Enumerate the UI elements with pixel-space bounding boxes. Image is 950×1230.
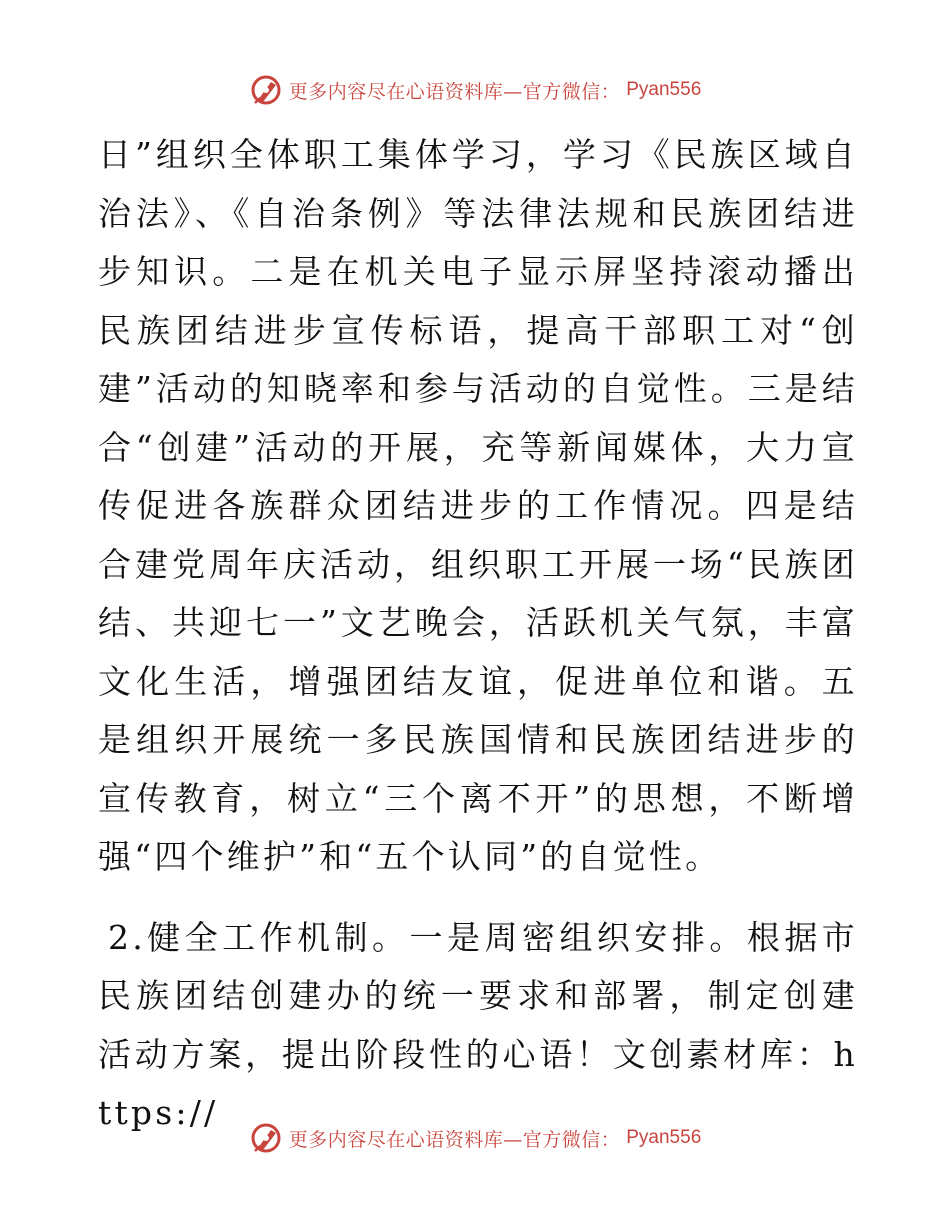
body-paragraph-1: 日”组织全体职工集体学习，学习《民族区域自治法》、《自治条例》等法律法规和民族团结进步知识。二是在机关电子显示屏坚持滚动播出民族团结进步宣传标语，提高干部职工对“创建”活动的知晓率和参与活动的自觉性。三是结合“创建”活动的开展，充等新闻媒体，大力宣传促进各族群众团结进步的工作情况。四是结合建党周年庆活动，组织职工开展一场“民族团结、共迎七一”文艺晚会，活跃机关气氛，丰富文化生活，增强团结友谊，促进单位和谐。五是组织开展统一多民族国情和民族团结进步的宣传教育，树立“三个离不开”的思想，不断增强“四个维护”和“五个认同”的自觉性。	[98, 135, 858, 876]
body-paragraph-2: 2.健全工作机制。一是周密组织安排。根据市民族团结创建办的统一要求和部署，制定创建活动方案，提出阶段性的心语！文创素材库：https://	[98, 917, 858, 1132]
footer-watermark-text: 更多内容尽在心语资料库—官方微信：	[288, 1128, 621, 1151]
footer-watermark	[0, 1118, 950, 1158]
pen-nib-circle-icon	[249, 73, 283, 107]
pen-nib-circle-icon	[249, 1121, 283, 1155]
document-body	[98, 126, 858, 1143]
header-watermark-id: Pyan556	[626, 79, 702, 100]
header-watermark-text: 更多内容尽在心语资料库—官方微信：	[288, 80, 621, 103]
footer-watermark-id: Pyan556	[626, 1127, 702, 1148]
header-watermark	[0, 70, 950, 110]
